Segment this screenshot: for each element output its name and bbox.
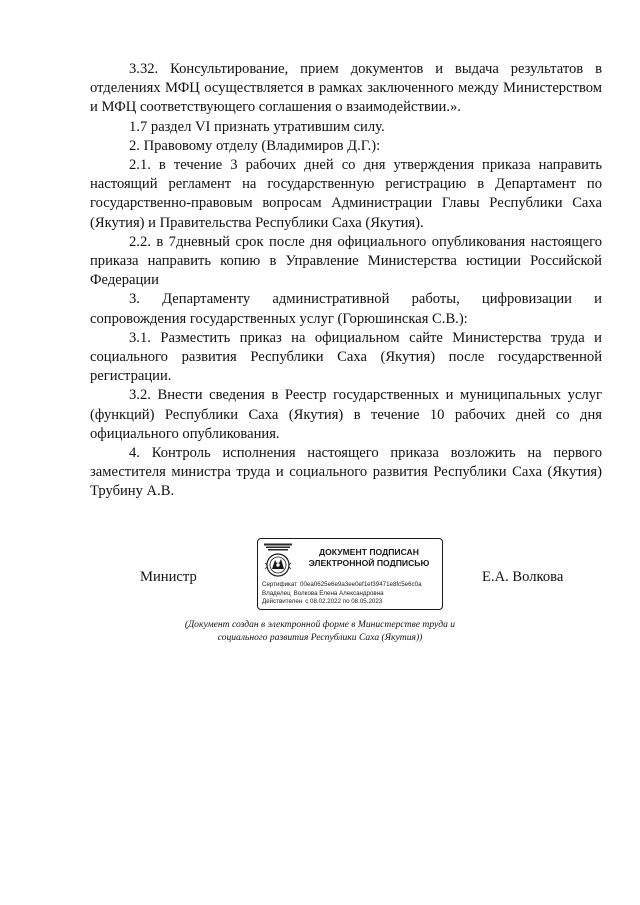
paragraph-3-2: 3.2. Внести сведения в Реестр государственных и муниципальных услуг (функций) Республики Саха (Якутия) в течение 10 рабочих дней со дня официального опубликования.: [90, 387, 602, 442]
stamp-heading: ДОКУМЕНТ ПОДПИСАН ЭЛЕКТРОННОЙ ПОДПИСЬЮ: [308, 547, 430, 568]
paragraph-1-7: 1.7 раздел VI признать утратившим силу.: [129, 118, 385, 135]
signatory-name: Е.А. Волкова: [482, 569, 564, 585]
signatory-title: Министр: [140, 569, 197, 585]
stamp-certificate: Сертификат 00ea0625e6e9a3ee0ef1ef39471e8fc5e6c0a: [262, 581, 422, 588]
coat-of-arms-icon: [262, 543, 294, 579]
footer-note: (Документ создан в электронной форме в Министерстве труда и социального развития Республики Саха (Якутия)): [184, 619, 456, 643]
paragraph-3: 3. Департаменту административной работы, цифровизации и сопровождения государственных услуг (Горюшинская С.В.):: [90, 291, 602, 327]
electronic-signature-stamp: [257, 538, 443, 610]
paragraph-2: 2. Правовому отделу (Владимиров Д.Г.):: [129, 137, 381, 154]
paragraph-4: 4. Контроль исполнения настоящего приказа возложить на первого заместителя министра труда и социального развития Республики Саха (Якутия) Трубину А.В.: [90, 445, 602, 500]
paragraph-3-1: 3.1. Разместить приказ на официальном сайте Министерства труда и социального развития Республики Саха (Якутия) после государственной регистрации.: [90, 329, 602, 385]
paragraph-2-2: 2.2. в 7дневный срок после дня официального опубликования настоящего приказа направить копию в Управление Министерства юстиции Российской Федерации: [90, 233, 602, 289]
stamp-validity: Действителен с 08.02.2022 по 08.05.2023: [262, 598, 383, 606]
stamp-details: [262, 581, 440, 607]
paragraph-3-32: 3.32. Консультирование, прием документов и выдача результатов в отделениях МФЦ осуществляется в рамках заключенного между Министерством и МФЦ соответствующего соглашения о взаимодействии.».: [90, 61, 602, 116]
paragraph-2-1: 2.1. в течение 3 рабочих дней со дня утверждения приказа направить настоящий регламент на государственную регистрацию в Департамент по государственно-правовым вопросам Администрации Главы Республики Саха (Якутия) и Правительства Республики Саха (Якутия).: [90, 157, 602, 231]
stamp-owner: Владелец Волкова Елена Александровна: [262, 589, 384, 597]
signature-block: [0, 538, 640, 618]
document-body: [90, 60, 602, 502]
